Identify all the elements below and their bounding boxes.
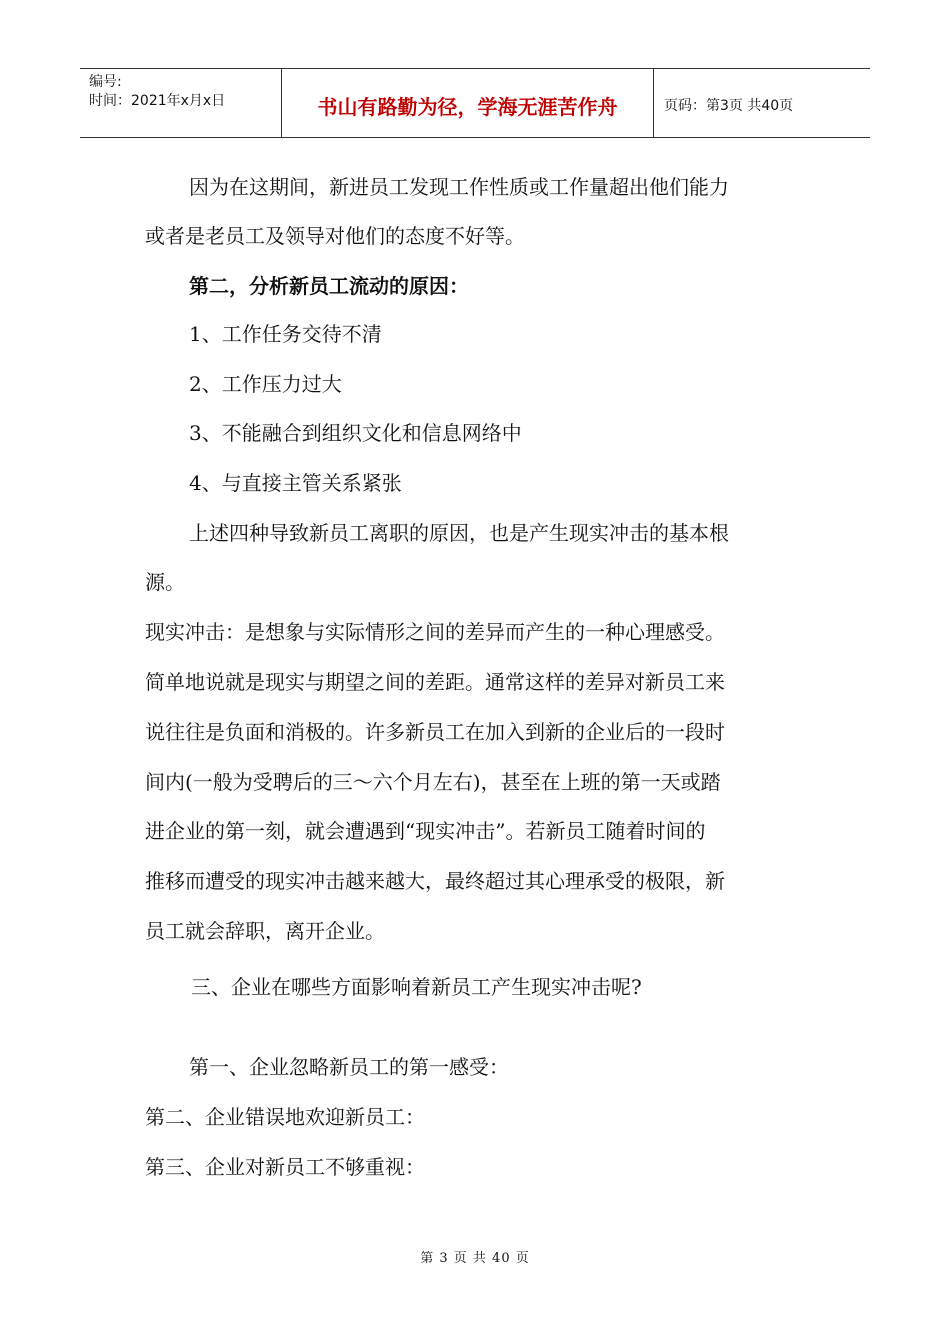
paragraph-line: 或者是老员工及领导对他们的态度不好等。: [145, 224, 525, 248]
paragraph-line: 间内(一般为受聘后的三～六个月左右)，甚至在上班的第一天或踏: [145, 770, 721, 794]
document-number-label: 编号:: [89, 74, 122, 90]
section-heading: 第二，分析新员工流动的原因：: [189, 274, 469, 298]
paragraph-line: 因为在这期间，新进员工发现工作性质或工作量超出他们能力: [189, 175, 729, 199]
header-page-info: 页码：第3页 共40页: [664, 98, 794, 114]
paragraph-line: 简单地说就是现实与期望之间的差距。通常这样的差异对新员工来: [145, 670, 725, 694]
list-item: 第一、企业忽略新员工的第一感受：: [189, 1055, 509, 1079]
list-item: 2、工作压力过大: [189, 372, 342, 396]
section-heading: 三、企业在哪些方面影响着新员工产生现实冲击呢?: [191, 975, 642, 999]
header-meta: [80, 69, 282, 137]
paragraph-line: 源。: [145, 570, 185, 594]
document-time: 时间：2021年x月x日: [89, 93, 226, 109]
paragraph-line: 推移而遭受的现实冲击越来越大，最终超过其心理承受的极限，新: [145, 869, 725, 893]
page-header: [80, 68, 870, 138]
header-motto: 书山有路勤为径，学海无涯苦作舟: [282, 69, 654, 137]
page-footer: 第 3 页 共 40 页: [420, 1251, 530, 1266]
list-item: 4、与直接主管关系紧张: [189, 471, 402, 495]
paragraph-line: 现实冲击：是想象与实际情形之间的差异而产生的一种心理感受。: [145, 620, 725, 644]
list-item: 第二、企业错误地欢迎新员工：: [145, 1105, 425, 1129]
paragraph-line: 上述四种导致新员工离职的原因，也是产生现实冲击的基本根: [189, 521, 729, 545]
list-item: 第三、企业对新员工不够重视：: [145, 1155, 425, 1179]
paragraph-line: 说往往是负面和消极的。许多新员工在加入到新的企业后的一段时: [145, 720, 725, 744]
list-item: 1、工作任务交待不清: [189, 322, 382, 346]
paragraph-line: 员工就会辞职，离开企业。: [145, 919, 385, 943]
paragraph-line: 进企业的第一刻，就会遭遇到“现实冲击”。若新员工随着时间的: [145, 819, 706, 843]
list-item: 3、不能融合到组织文化和信息网络中: [189, 421, 522, 445]
